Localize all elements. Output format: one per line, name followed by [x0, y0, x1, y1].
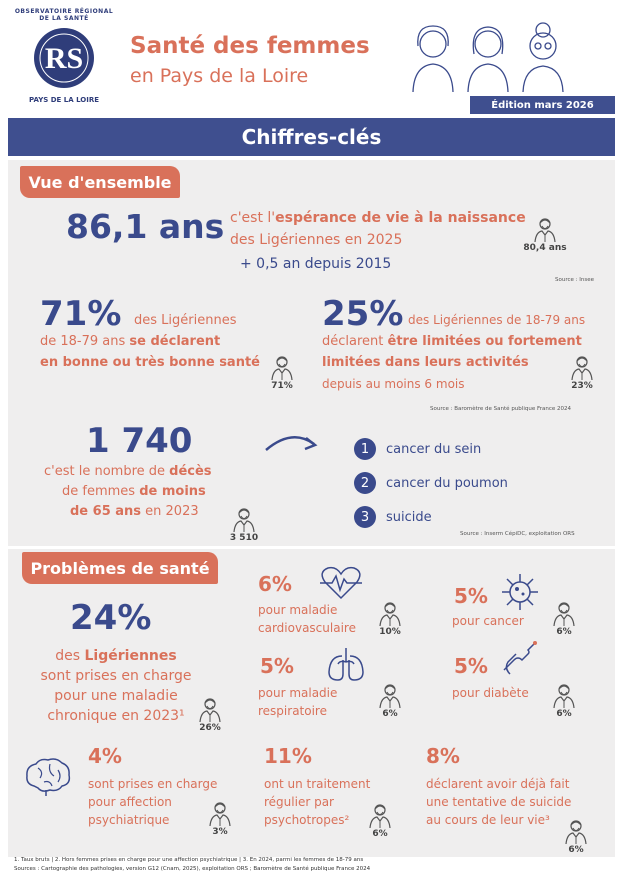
men-comparison-cardio [370, 600, 410, 637]
life-expectancy-text [230, 210, 526, 226]
men-comparison-resp [370, 682, 410, 719]
man-icon [552, 682, 576, 709]
men-comparison-psychotropes [360, 802, 400, 839]
health-line2 [40, 334, 220, 349]
man-icon [378, 682, 402, 709]
resp-line2: respiratoire [258, 704, 327, 718]
psychotropes-line1: ont un traitement [264, 777, 371, 791]
men-value: 23% [571, 381, 593, 391]
men-value: 6% [568, 845, 584, 855]
cause-1-number: 1 [354, 438, 376, 460]
man-icon [378, 600, 402, 627]
deaths-value: 1 740 [86, 421, 193, 461]
footer-notes: 1. Taux bruts | 2. Hors femmes prises en charge pour une affection psychiatrique | 3. En 2024, parmi les femmes de 18-79 ans [14, 857, 364, 863]
man-icon [232, 506, 256, 533]
men-comparison-limited [562, 354, 602, 391]
man-icon [270, 354, 294, 381]
suicide-value: 8% [426, 744, 460, 768]
men-comparison-suicide [556, 818, 596, 855]
psychotropes-value: 11% [264, 744, 312, 768]
man-icon [208, 800, 232, 827]
chronic-value: 24% [70, 598, 152, 638]
health-line2a: de 18-79 ans [40, 334, 130, 349]
chronic-line4: chronique en 2023¹ [47, 708, 185, 724]
deaths-line3b: en 2023 [141, 504, 199, 519]
deaths-line2a: de femmes [62, 484, 140, 499]
suicide-line1: déclarent avoir déjà fait [426, 777, 570, 791]
chronic-line1 [0, 648, 232, 664]
arrow-icon [262, 430, 322, 458]
suicide-line2: une tentative de suicide [426, 795, 572, 809]
limited-line2b: être limitées ou fortement [387, 334, 582, 349]
deaths-line3a: de 65 ans [70, 504, 142, 519]
men-value: 6% [372, 829, 388, 839]
men-comparison-chronic [190, 696, 230, 733]
logo-org-text: OBSERVATOIRE RÉGIONAL DE LA SANTÉ [14, 8, 114, 22]
health-line3: en bonne ou très bonne santé [40, 355, 260, 370]
source-insee: Source : Insee [555, 277, 594, 283]
men-comparison-deaths [224, 506, 264, 543]
men-comparison-psy [200, 800, 240, 837]
chronic-line2: sont prises en charge [40, 668, 192, 684]
glucose-meter-icon [500, 640, 540, 676]
life-expectancy-value: 86,1 ans [66, 207, 225, 246]
men-value: 80,4 ans [523, 243, 567, 253]
life-text-b: espérance de vie à la naissance [275, 210, 526, 226]
women-icon [408, 14, 578, 98]
source-inserm: Source : Inserm CépiDC, exploitation ORS [460, 531, 575, 537]
lungs-icon [326, 644, 366, 684]
chronic-line3: pour une maladie [54, 688, 178, 704]
men-value: 6% [556, 627, 572, 637]
man-icon [552, 600, 576, 627]
heart-ecg-icon [320, 566, 362, 600]
svg-text:RS: RS [44, 42, 84, 75]
men-value: 3 510 [229, 533, 259, 543]
footer-sources: Sources : Cartographie des pathologies, version G12 (Cnam, 2025), exploitation ORS ; Baromètre de Santé publique France 2024 [14, 866, 371, 872]
cancer-value: 5% [454, 584, 488, 608]
psychotropes-line3: psychotropes² [264, 813, 350, 827]
limited-value: 25% [322, 294, 404, 334]
man-icon [533, 216, 557, 243]
overview-tag: Vue d'ensemble [20, 166, 180, 198]
men-value: 71% [271, 381, 293, 391]
cause-2-label: cancer du poumon [386, 476, 508, 491]
health-line2b: se déclarent [129, 334, 221, 349]
cardio-line1: pour maladie [258, 603, 338, 617]
men-comparison-diabetes [544, 682, 584, 719]
edition-badge: Édition mars 2026 [470, 96, 615, 114]
psy-value: 4% [88, 744, 122, 768]
problems-tag: Problèmes de santé [22, 552, 218, 584]
deaths-line3 [70, 504, 199, 519]
deaths-line1 [44, 464, 212, 479]
chronic-line1b: Ligériennes [84, 648, 177, 664]
key-figures-banner [8, 118, 615, 156]
limited-line2 [322, 334, 582, 349]
men-comparison-health [262, 354, 302, 391]
banner-title: Chiffres-clés [241, 125, 382, 149]
men-value: 26% [199, 723, 221, 733]
men-value: 6% [382, 709, 398, 719]
man-icon [198, 696, 222, 723]
diabetes-line1: pour diabète [452, 686, 529, 700]
cause-3-label: suicide [386, 510, 432, 525]
limited-line3: limitées dans leurs activités [322, 355, 529, 370]
men-value: 3% [212, 827, 228, 837]
psy-line2: pour affection [88, 795, 172, 809]
men-comparison-life [522, 216, 568, 253]
psy-line1: sont prises en charge [88, 777, 218, 791]
men-value: 6% [556, 709, 572, 719]
health-line1: des Ligériennes [134, 313, 237, 328]
deaths-line1b: décès [169, 464, 212, 479]
brain-icon [24, 756, 72, 796]
resp-value: 5% [260, 654, 294, 678]
deaths-line2b: de moins [139, 484, 206, 499]
life-text-a: c'est l' [230, 210, 276, 226]
life-expectancy-text2: des Ligériennes en 2025 [230, 232, 403, 248]
source-barometre: Source : Baromètre de Santé publique France 2024 [430, 406, 571, 412]
cause-1-label: cancer du sein [386, 442, 482, 457]
life-expectancy-delta: + 0,5 an depuis 2015 [240, 256, 392, 272]
deaths-line2 [62, 484, 206, 499]
suicide-line3: au cours de leur vie³ [426, 813, 550, 827]
page-title: Santé des femmes [130, 33, 370, 59]
psychotropes-line2: régulier par [264, 795, 334, 809]
limited-line2a: déclarent [322, 334, 388, 349]
diabetes-value: 5% [454, 654, 488, 678]
cardio-value: 6% [258, 572, 292, 596]
man-icon [564, 818, 588, 845]
health-value: 71% [40, 294, 122, 334]
ors-logo [14, 8, 114, 110]
cardio-line2: cardiovasculaire [258, 621, 356, 635]
man-icon [570, 354, 594, 381]
virus-icon [500, 572, 540, 612]
deaths-line1a: c'est le nombre de [44, 464, 170, 479]
logo-region-text: PAYS DE LA LOIRE [28, 96, 100, 104]
page-subtitle: en Pays de la Loire [130, 65, 309, 87]
chronic-line1a: des [55, 648, 85, 664]
cancer-line1: pour cancer [452, 614, 524, 628]
cause-2-number: 2 [354, 472, 376, 494]
cause-3-number: 3 [354, 506, 376, 528]
man-icon [368, 802, 392, 829]
psy-line3: psychiatrique [88, 813, 170, 827]
limited-line1: des Ligériennes de 18-79 ans [408, 313, 586, 327]
men-comparison-cancer [544, 600, 584, 637]
men-value: 10% [379, 627, 401, 637]
limited-line4: depuis au moins 6 mois [322, 377, 465, 391]
resp-line1: pour maladie [258, 686, 338, 700]
